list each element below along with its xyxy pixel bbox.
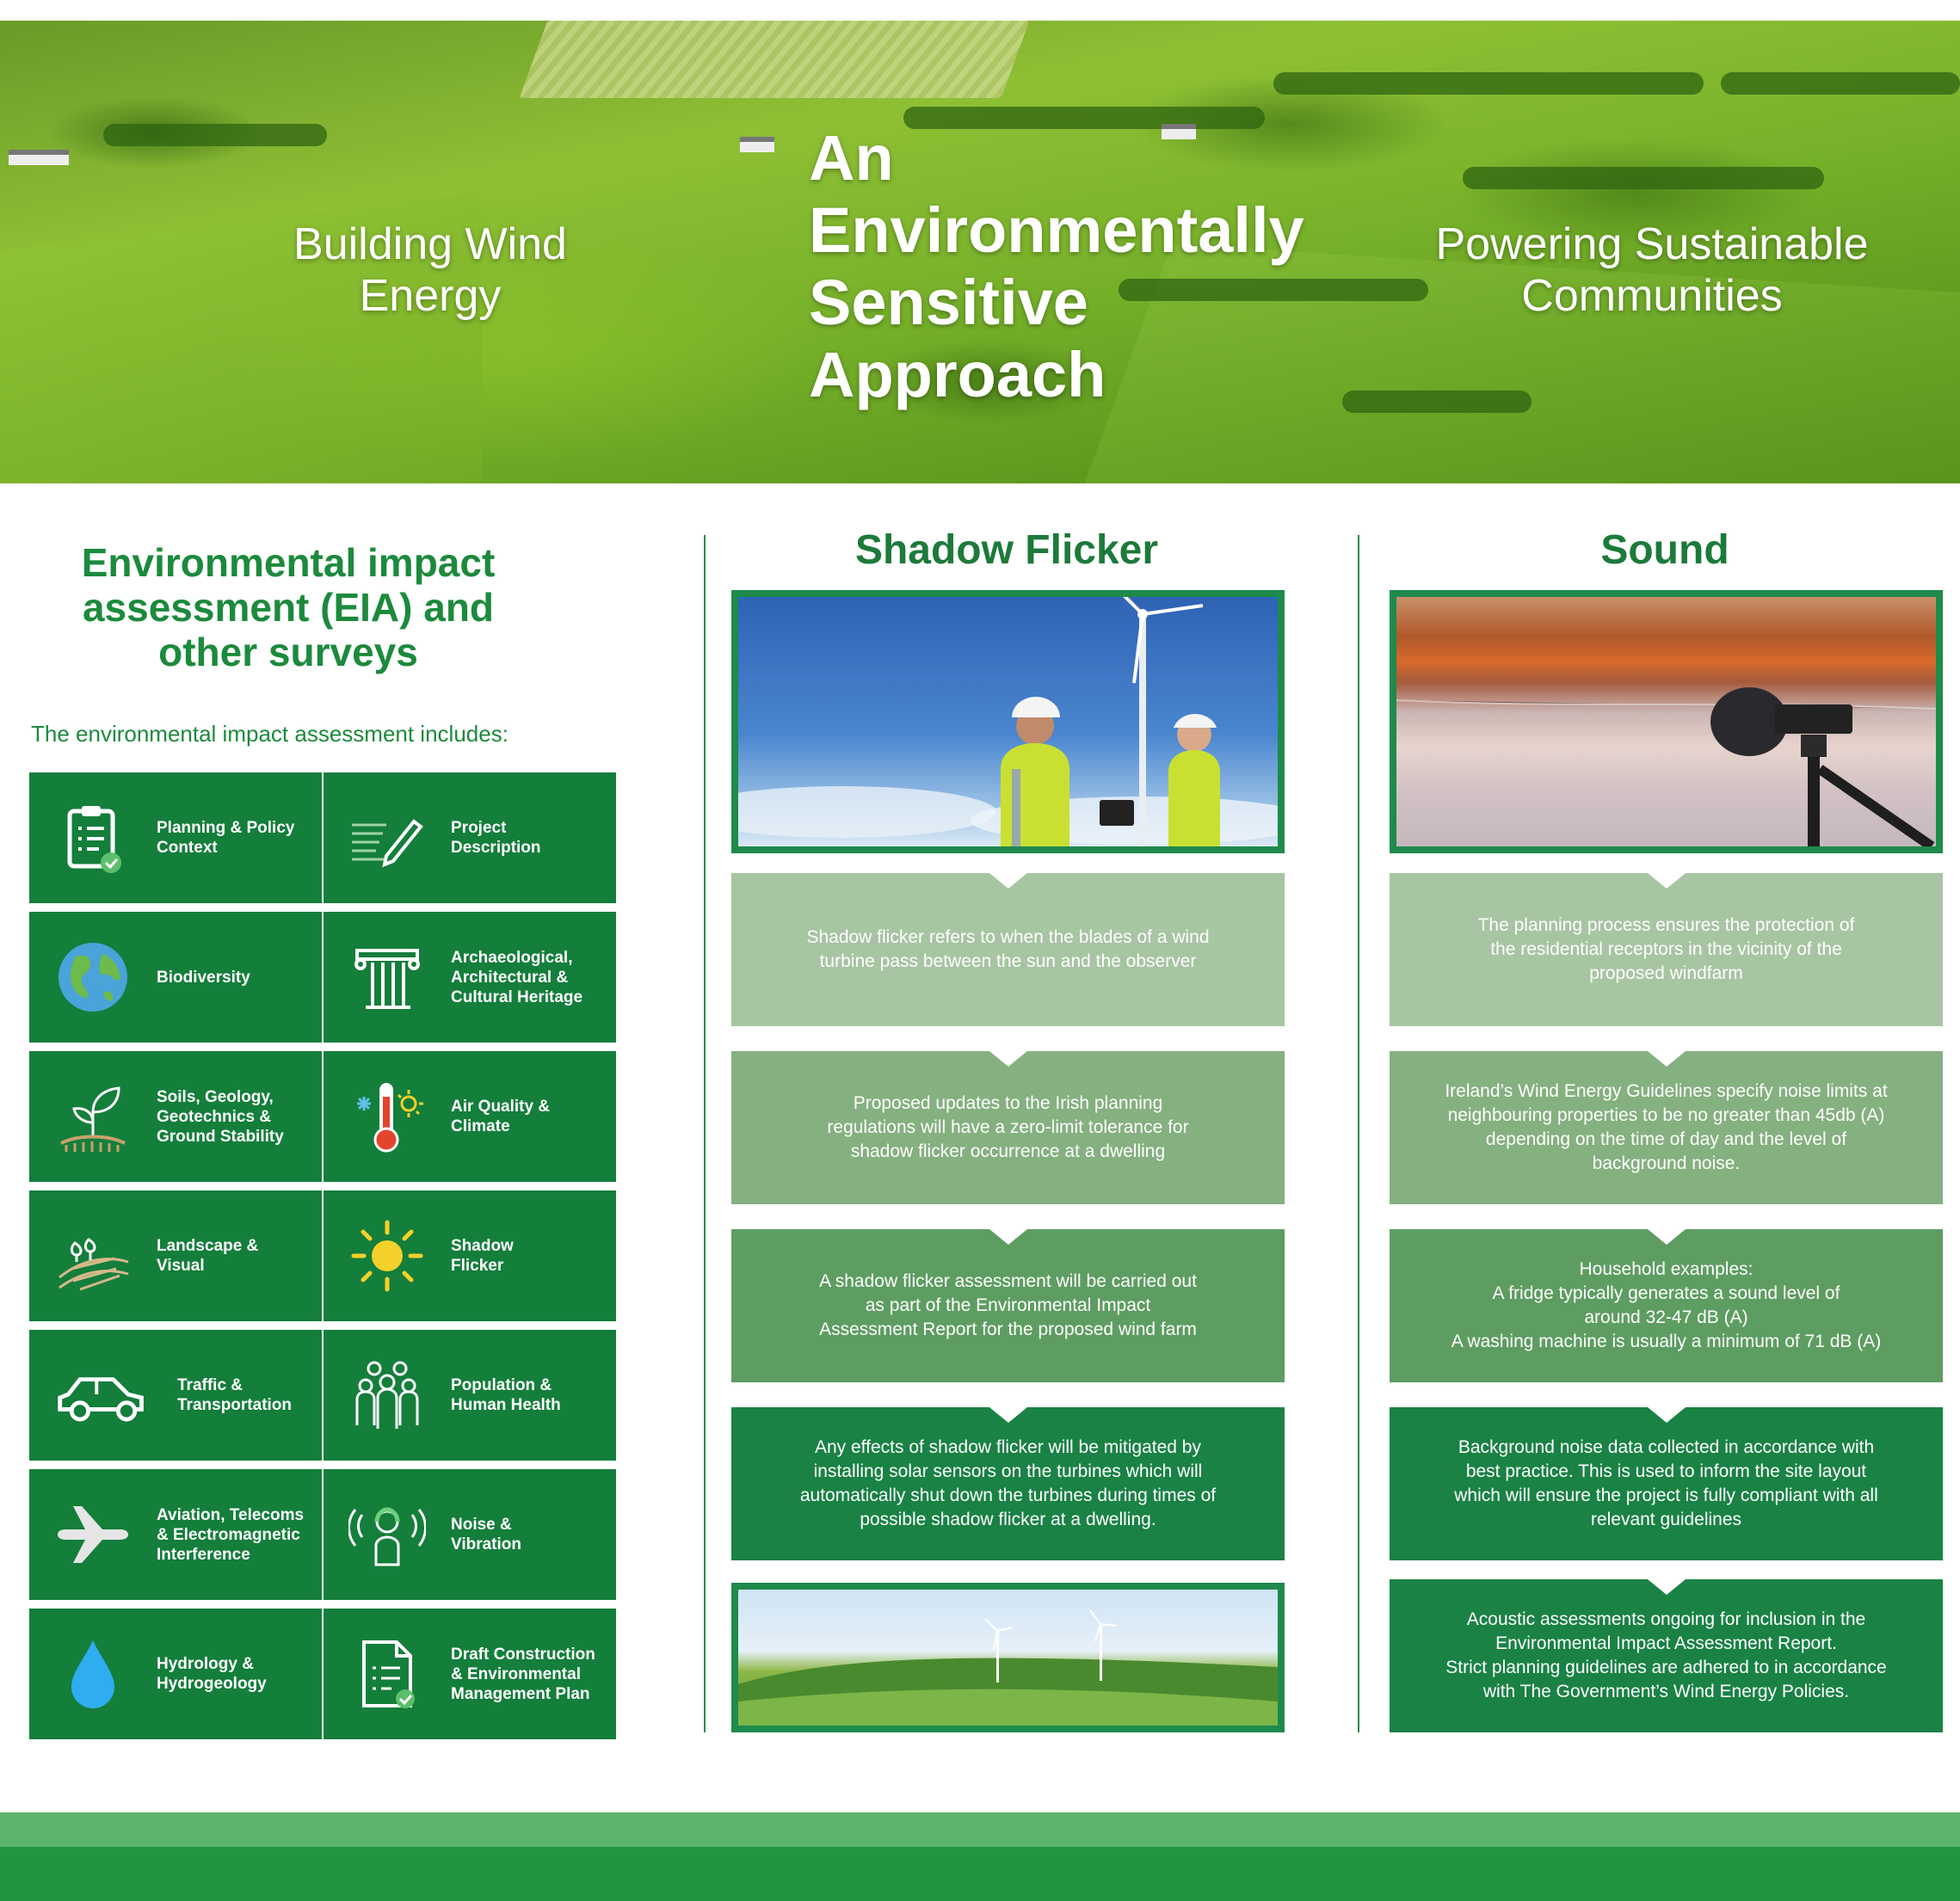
pencil-lines-icon (346, 797, 428, 879)
column-icon (346, 936, 428, 1018)
eia-tile-label: Landscape & Visual (157, 1237, 259, 1275)
eia-tile-label: Hydrology & Hydrogeology (157, 1655, 267, 1693)
sound-info-text: Background noise data collected in accordance with best practice. This is used to inform the site layout which will ensure the project is fully compliant with all relevant guidelines (1454, 1437, 1878, 1529)
shadow-info-box (731, 873, 1285, 1026)
eia-tile (324, 1051, 616, 1182)
hero-tree-line (1721, 72, 1960, 95)
sound-info-text: Ireland’s Wind Energy Guidelines specify noise limits at neighbouring properties to be no greater than 45db (A) depending on the time of day and the level of background noise. (1445, 1081, 1888, 1173)
eia-tile (29, 1609, 322, 1739)
shadow-info-box (731, 1229, 1285, 1382)
sound-title: Sound (1600, 527, 1729, 573)
eia-tile (29, 772, 322, 903)
eia-tile-label: Noise & Vibration (451, 1516, 521, 1553)
sound-info-box (1390, 1407, 1943, 1560)
turbines-landscape-photo (731, 1583, 1285, 1732)
water-drop-icon (52, 1633, 134, 1715)
eia-tile (324, 1609, 616, 1739)
hero-field (520, 21, 1030, 98)
hero-house (740, 137, 774, 152)
wind-farm-illustration (738, 1590, 1278, 1726)
sound-info-box (1390, 1579, 1943, 1732)
shadow-info-box (731, 1051, 1285, 1204)
shadow-info-text: Shadow flicker refers to when the blades of a wind turbine pass between the sun and the observer (806, 927, 1210, 971)
eia-title: Environmental impact assessment (EIA) and other surveys (81, 540, 496, 674)
eia-tile-label: Project Description (451, 819, 541, 857)
shadow-info-text: Any effects of shadow flicker will be mitigated by installing solar sensors on the turbines which will automatically shut down the turbines during times of possible shadow flicker at a dwelling. (799, 1437, 1217, 1529)
document-check-icon (346, 1633, 428, 1715)
car-icon (52, 1354, 155, 1437)
eia-grid (29, 772, 616, 1739)
footer-bar (0, 1847, 1960, 1901)
landscape-icon (52, 1215, 134, 1297)
eia-tile-label: Population & Human Health (451, 1376, 561, 1414)
shadow-info-text: A shadow flicker assessment will be carried out as part of the Environmental Impact Assessment Report for the proposed wind farm (819, 1271, 1197, 1339)
eia-tile-label: Air Quality & Climate (451, 1098, 551, 1135)
column-divider (1358, 535, 1359, 1732)
engineers-turbine-photo (731, 590, 1285, 853)
hero-tree-line (1273, 72, 1704, 95)
eia-tile (29, 1330, 322, 1461)
eia-tile-label: Aviation, Telecoms & Electromagnetic Interference (157, 1505, 305, 1564)
hero-tree-line (103, 124, 327, 146)
eia-tile (29, 1051, 322, 1182)
hero-right-text: Powering Sustainable Communities (1435, 219, 1869, 321)
footer-band (0, 1812, 1960, 1847)
sound-info-box (1390, 873, 1943, 1026)
thermometer-icon (346, 1075, 428, 1158)
eia-tile (29, 1469, 322, 1600)
eia-tile-label: Traffic & Transportation (177, 1376, 293, 1414)
shadow-flicker-title: Shadow Flicker (854, 527, 1159, 573)
people-icon (346, 1354, 428, 1437)
noise-icon (346, 1493, 428, 1576)
clipboard-icon (52, 797, 134, 879)
hero-tree-line (1463, 167, 1824, 189)
shadow-info-box (731, 1407, 1285, 1560)
sound-info-box (1390, 1051, 1943, 1204)
sound-info-box (1390, 1229, 1943, 1382)
hero-banner (0, 21, 1960, 483)
eia-tile-label: Planning & Policy Context (157, 819, 295, 857)
eia-intro: The environmental impact assessment includes: (31, 721, 508, 747)
turbine-engineers-illustration (738, 597, 1278, 846)
eia-tile-label: Archaeological, Architectural & Cultural Heritage (451, 948, 583, 1006)
plane-icon (52, 1493, 134, 1576)
sound-info-text: The planning process ensures the protection of the residential receptors in the vicinity of the proposed windfarm (1477, 915, 1855, 983)
column-divider (704, 535, 706, 1732)
eia-tile-label: Soils, Geology, Geotechnics & Ground Stability (157, 1087, 284, 1146)
sprout-icon (52, 1075, 134, 1158)
eia-tile (324, 1190, 616, 1321)
eia-tile-label: Biodiversity (157, 968, 250, 987)
sound-meter-photo (1390, 590, 1943, 853)
eia-tile (324, 912, 616, 1043)
sound-info-text: Acoustic assessments ongoing for inclusion in the Environmental Impact Assessment Report. Strict planning guidelines are adhered to in accordance with The Government’s Wind Energy Policies. (1445, 1609, 1887, 1701)
eia-tile (29, 1190, 322, 1321)
eia-tile (324, 772, 616, 903)
eia-tile (324, 1330, 616, 1461)
hero-tree-line (1342, 391, 1532, 413)
hero-house (9, 150, 69, 165)
globe-icon (52, 936, 134, 1018)
sun-icon (346, 1215, 428, 1297)
eia-tile-label: Draft Construction & Environmental Management Plan (451, 1645, 595, 1703)
shadow-info-text: Proposed updates to the Irish planning regulations will have a zero-limit tolerance for shadow flicker occurrence at a dwelling (827, 1093, 1189, 1161)
eia-tile (29, 912, 322, 1043)
eia-tile (324, 1469, 616, 1600)
hero-left-text: Building Wind Energy (293, 219, 567, 321)
eia-tile-label: Shadow Flicker (451, 1237, 514, 1275)
microphone-illustration (1396, 597, 1936, 846)
hero-headline: An Environmentally Sensitive Approach (809, 122, 1304, 410)
sound-info-text: Household examples: A fridge typically generates a sound level of around 32-47 dB (A) A washing machine is usually a minimum of 71 dB (A) (1451, 1259, 1882, 1351)
